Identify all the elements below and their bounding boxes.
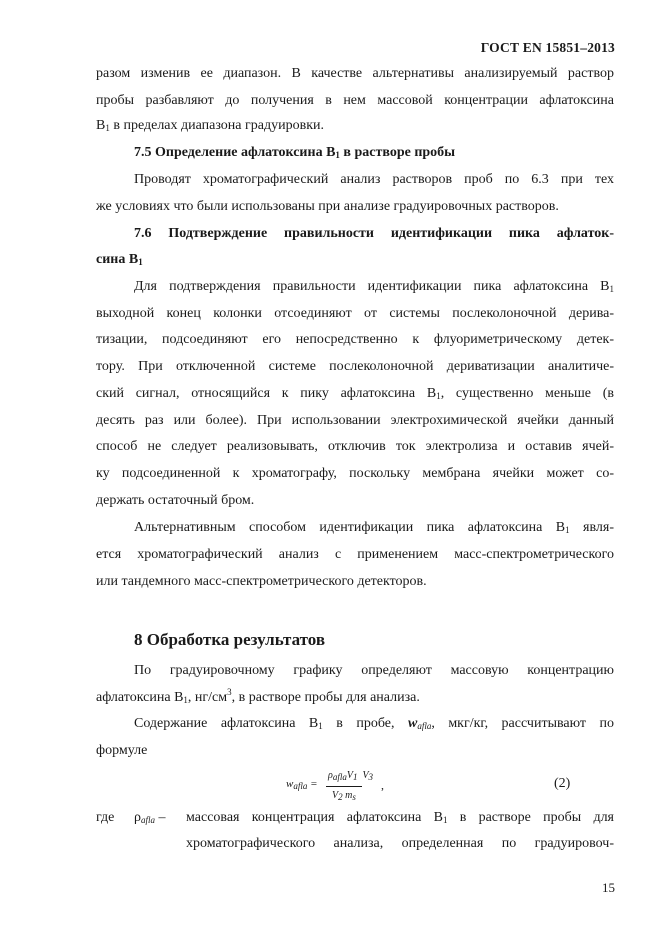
section-heading-7-6: 7.6 Подтверждение правильности идентификации пика афлаток- — [134, 226, 614, 241]
paragraph-line: ский сигнал, относящийся к пику афлатоксина $B_1$, существенно меньше (в — [96, 386, 614, 401]
paragraph-line: Проводят хроматографический анализ растворов проб по 6.3 при тех — [134, 172, 614, 187]
paragraph-line: ку подсоединенной к хроматографу, поскольку мембрана ячейки может со- — [96, 466, 614, 481]
paragraph-line: По градуировочному графику определяют массовую концентрацию — [134, 663, 614, 678]
paragraph-line: Для подтверждения правильности идентификации пика афлатоксина $B_1$ — [134, 279, 614, 294]
paragraph-line: тору. При отключенной системе послеколоночной дериватизации аналитиче- — [96, 359, 614, 374]
section-heading-7-6-cont: сина $B_1$ — [96, 252, 143, 267]
paragraph-line: Альтернативным способом идентификации пика афлатоксина $B_1$ явля- — [134, 520, 615, 535]
paragraph-line: способ не следует реализовывать, отключив ток электролиза и оставив ячей- — [96, 439, 614, 454]
paragraph-line: $B_1$ в пределах диапазона градуировки. — [96, 118, 324, 133]
where-symbol: $\rho_{afla}$ – — [134, 810, 166, 825]
paragraph-line: выходной конец колонки отсоединяют от системы послеколоночной дерива- — [96, 306, 614, 321]
paragraph-line: или тандемного масс-спектрометрического детекторов. — [96, 574, 427, 589]
paragraph-line: афлатоксина $B_1$, $нг/см^3$, в растворе пробы для анализа. — [96, 687, 420, 705]
formula-lhs: $w_{afla}$ = — [286, 778, 318, 791]
section-heading-7-5: 7.5 Определение афлатоксина $B_1$ в растворе пробы — [134, 145, 456, 160]
where-label: где — [96, 810, 115, 825]
paragraph-line: ется хроматографический анализ с применением масс-спектрометрического — [96, 547, 614, 562]
paragraph-line: пробы разбавляют до получения в нем массовой концентрации афлатоксина — [96, 93, 614, 108]
section-heading-8: 8 Обработка результатов — [134, 630, 326, 649]
where-definition-line: массовая концентрация афлатоксина $B_1$ в растворе пробы для — [186, 810, 614, 825]
paragraph-line: Содержание афлатоксина $B_1$ в пробе, $w_{afla}$, мкг/кг, рассчитывают по — [134, 716, 614, 731]
paragraph-line: разом изменив ее диапазон. В качестве альтернативы анализируемый раствор — [96, 66, 614, 81]
formula-denominator: $V_2$ $m_s$ — [332, 790, 356, 802]
paragraph-line: же условиях что были использованы при анализе градуировочных растворов. — [96, 199, 559, 214]
formula-numerator: $\rho_{afla}V_1$ $V_3$ — [328, 770, 374, 782]
paragraph-line: держать остаточный бром. — [96, 493, 255, 508]
where-definition-line: хроматографического анализа, определенная по градуировоч- — [186, 836, 614, 851]
paragraph-line: тизации, подсоединяют его непосредственно к флуориметрическому детек- — [96, 332, 614, 347]
paragraph-line: формуле — [96, 743, 148, 758]
equation-number: (2) — [554, 776, 571, 791]
fraction-bar — [326, 786, 362, 787]
formula-comma: , — [381, 778, 384, 792]
paragraph-line: десять раз или более). При использовании электрохимической ячейки данный — [96, 413, 614, 428]
formula-2 — [286, 770, 406, 810]
standard-header: ГОСТ EN 15851–2013 — [480, 40, 615, 55]
page-number: 15 — [602, 880, 615, 895]
